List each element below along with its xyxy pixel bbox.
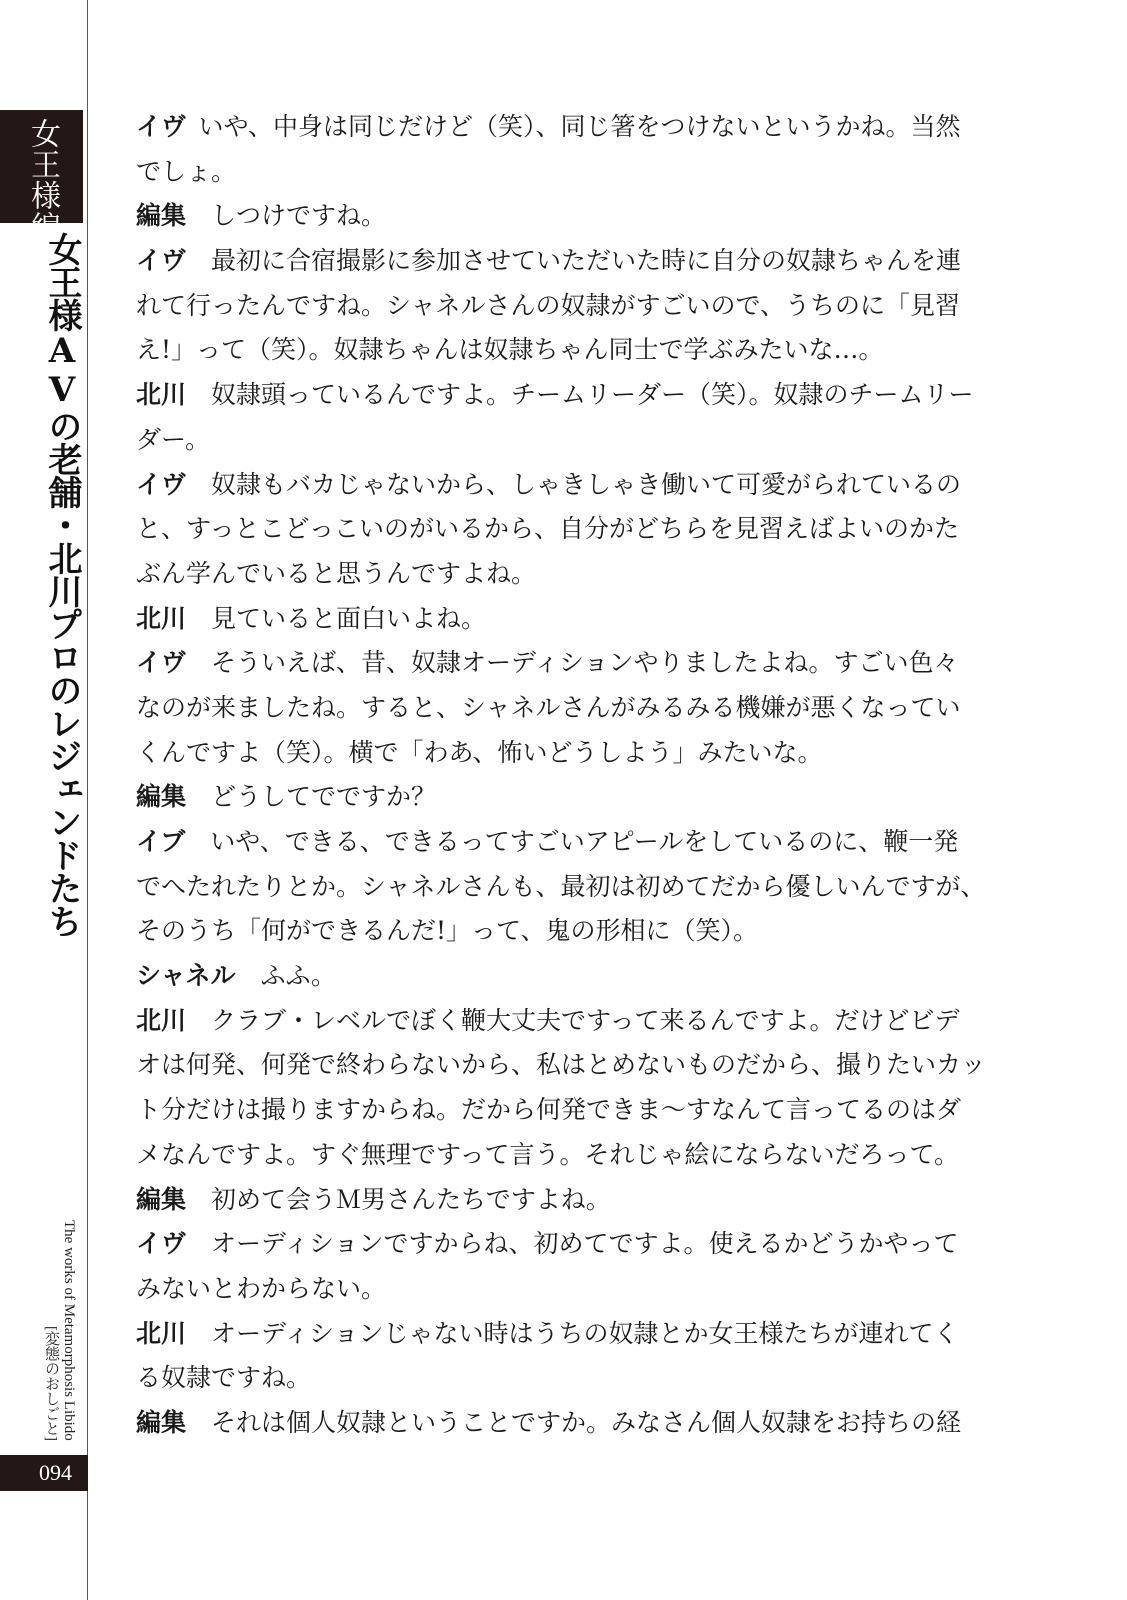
line-text: 奴隷頭っているんですよ。チームリーダー（笑）。奴隷のチームリー (186, 380, 974, 410)
text-line (136, 373, 986, 418)
text-line (136, 1312, 986, 1357)
speaker-name: 編集 (136, 782, 187, 812)
speaker-name: 北川 (136, 1318, 187, 1348)
dialogue-paragraph (136, 1401, 986, 1446)
dialogue-paragraph (136, 463, 986, 597)
text-line (136, 552, 986, 597)
line-text: どうしてでですか？ (186, 782, 437, 812)
text-line (136, 1178, 986, 1223)
line-text: 初めて会うＭ男さんたちですよね。 (186, 1184, 611, 1214)
text-line (136, 239, 986, 284)
dialogue-paragraph (136, 775, 986, 820)
speaker-name: イヴ (136, 1229, 187, 1259)
dialogue-paragraph (136, 641, 986, 775)
speaker-name: 編集 (136, 1407, 187, 1437)
speaker-name: 北川 (136, 603, 187, 633)
text-line (136, 686, 986, 731)
text-line (136, 284, 986, 329)
chapter-title: 女王様AVの老舗・北川プロのレジェンドたち (42, 232, 82, 937)
dialogue-paragraph (136, 239, 986, 373)
speaker-name: イブ (136, 827, 186, 856)
line-text: クラブ・レベルでぼく鞭大丈夫ですって来るんですよ。だけどビデ (186, 1005, 960, 1035)
dialogue-paragraph (136, 373, 986, 462)
line-text: 最初に合宿撮影に参加させていただいた時に自分の奴隷ちゃんを連 (186, 246, 962, 276)
line-text: でへたれたりとか。シャネルさんも、最初は初めてだから優しいんですが、 (136, 871, 986, 901)
line-text: オーディションですからね、初めてですよ。使えるかどうかやって (186, 1229, 959, 1259)
interview-body (136, 105, 986, 1446)
text-line (136, 641, 986, 686)
line-text: 奴隷もバカじゃないから、しゃきしゃき働いて可愛がられているの (186, 469, 962, 499)
line-text: ト分だけは撮りますからね。だから何発できま～すなんて言ってるのはダ (136, 1095, 962, 1125)
book-title: The works of Metamorphosis Libido (61, 1220, 77, 1441)
speaker-name: イヴ (136, 648, 187, 678)
text-line (136, 999, 986, 1044)
line-text: くんですよ（笑）。横で「わあ、怖いどうしよう」みたいな。 (136, 737, 823, 767)
text-line (136, 820, 986, 865)
text-line (136, 1222, 986, 1267)
dialogue-paragraph (136, 597, 986, 642)
line-text: え!」って（笑）。奴隷ちゃんは奴隷ちゃん同士で学ぶみたいな…。 (136, 335, 884, 365)
text-line (136, 954, 986, 999)
line-text: ぶん学んでいると思うんですよね。 (136, 558, 537, 588)
line-text: ふふ。 (235, 961, 337, 991)
line-text: でしょ。 (136, 156, 237, 186)
line-text: そういえば、昔、奴隷オーディションやりましたよね。すごい色々 (186, 648, 959, 678)
text-line (136, 1401, 986, 1446)
text-line (136, 1088, 986, 1133)
speaker-name: 北川 (136, 1005, 187, 1035)
margin-rule (87, 0, 88, 1600)
line-text: みないとわからない。 (136, 1273, 387, 1303)
dialogue-paragraph (136, 194, 986, 239)
text-line (136, 328, 986, 373)
text-line (136, 150, 986, 195)
line-text: ダー。 (136, 424, 211, 454)
dialogue-paragraph (136, 1312, 986, 1401)
text-line (136, 507, 986, 552)
dialogue-paragraph (136, 954, 986, 999)
text-line (136, 775, 986, 820)
text-line (136, 1043, 986, 1088)
text-line (136, 865, 986, 910)
line-text: る奴隷ですね。 (136, 1363, 312, 1393)
dialogue-paragraph (136, 1178, 986, 1223)
text-line (136, 105, 986, 150)
text-line (136, 1356, 986, 1401)
text-line (136, 418, 986, 463)
line-text: オは何発、何発で終わらないから、私はとめないものだから、撮りたいカッ (136, 1050, 986, 1080)
dialogue-paragraph (136, 999, 986, 1178)
line-text: いや、できる、できるってすごいアピールをしているのに、鞭一発 (185, 827, 959, 856)
page-number: 094 (0, 1455, 88, 1491)
book-subtitle: [変態のおしごと] (43, 1325, 59, 1441)
dialogue-paragraph (136, 1222, 986, 1311)
speaker-name: イヴ (136, 112, 187, 141)
dialogue-paragraph (136, 820, 986, 954)
dialogue-paragraph (136, 105, 986, 194)
line-text: しつけですね。 (186, 201, 387, 231)
speaker-name: シャネル (136, 961, 236, 991)
line-text: なのが来ましたね。すると、シャネルさんがみるみる機嫌が悪くなってい (136, 692, 961, 722)
line-text: れて行ったんですね。シャネルさんの奴隷がすごいので、うちのに「見習 (136, 290, 961, 320)
text-line (136, 463, 986, 508)
speaker-name: イヴ (136, 469, 187, 499)
category-label: 女王様編 (25, 118, 60, 242)
text-line (136, 1267, 986, 1312)
line-text: いや、中身は同じだけど（笑）、同じ箸をつけないというかね。当然 (186, 112, 961, 141)
line-text: そのうち「何ができるんだ!」って、鬼の形相に（笑）。 (136, 916, 759, 946)
speaker-name: 編集 (136, 1184, 187, 1214)
speaker-name: 編集 (136, 201, 187, 231)
text-line (136, 1133, 986, 1178)
text-line (136, 194, 986, 239)
speaker-name: イヴ (136, 246, 187, 276)
line-text: それは個人奴隷ということですか。みなさん個人奴隷をお持ちの経 (186, 1407, 962, 1437)
text-line (136, 731, 986, 776)
text-line (136, 909, 986, 954)
line-text: と、すっとこどっこいのがいるから、自分がどちらを見習えばよいのかた (136, 514, 960, 544)
line-text: メなんですよ。すぐ無理ですって言う。それじゃ絵にならないだろって。 (136, 1139, 960, 1169)
text-line (136, 597, 986, 642)
line-text: 見ていると面白いよね。 (186, 603, 487, 633)
speaker-name: 北川 (136, 380, 187, 410)
running-footer (42, 1220, 78, 1441)
line-text: オーディションじゃない時はうちの奴隷とか女王様たちが連れてく (186, 1318, 959, 1348)
